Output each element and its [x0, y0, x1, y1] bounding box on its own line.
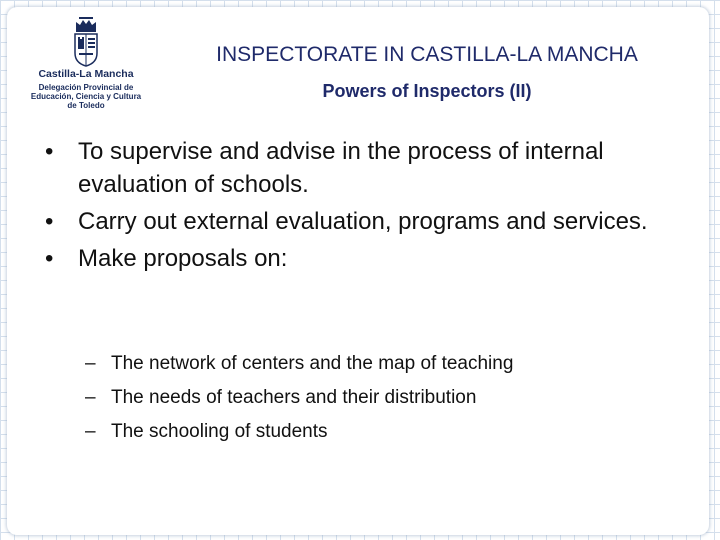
bullet-list — [45, 135, 685, 279]
bullet-icon: • — [45, 245, 54, 272]
logo-subtitle-line: de Toledo — [67, 101, 105, 110]
logo-name: Castilla-La Mancha — [38, 68, 134, 80]
crown-castle-emblem-icon — [71, 17, 101, 67]
sub-bullet-list — [85, 347, 685, 449]
bullet-item — [45, 205, 685, 238]
bullet-item — [45, 135, 685, 201]
sub-bullet-item — [85, 347, 685, 381]
logo-subtitle — [27, 83, 145, 110]
logo-subtitle-line: Educación, Ciencia y Cultura — [30, 92, 142, 101]
sub-bullet-text: The needs of teachers and their distribution — [111, 387, 477, 408]
dash-icon: – — [85, 353, 96, 374]
bullet-text: Make proposals on: — [78, 245, 288, 272]
logo-subtitle-line: Delegación Provincial de — [38, 83, 134, 92]
dash-icon: – — [85, 421, 96, 442]
sub-bullet-item — [85, 381, 685, 415]
slide-title: INSPECTORATE IN CASTILLA-LA MANCHA — [216, 43, 638, 66]
bullet-text: Carry out external evaluation, programs and services. — [78, 208, 648, 235]
bullet-text: To supervise and advise in the process of internal evaluation of schools. — [78, 138, 604, 198]
sub-bullet-text: The schooling of students — [111, 421, 328, 442]
sub-bullet-text: The network of centers and the map of teaching — [111, 353, 514, 374]
content-panel — [7, 7, 709, 535]
bullet-icon: • — [45, 208, 54, 235]
bullet-icon: • — [45, 138, 54, 165]
bullet-item — [45, 242, 685, 275]
slide-subtitle: Powers of Inspectors (II) — [322, 81, 532, 101]
castilla-la-mancha-logo — [27, 17, 145, 109]
sub-bullet-item — [85, 415, 685, 449]
dash-icon: – — [85, 387, 96, 408]
